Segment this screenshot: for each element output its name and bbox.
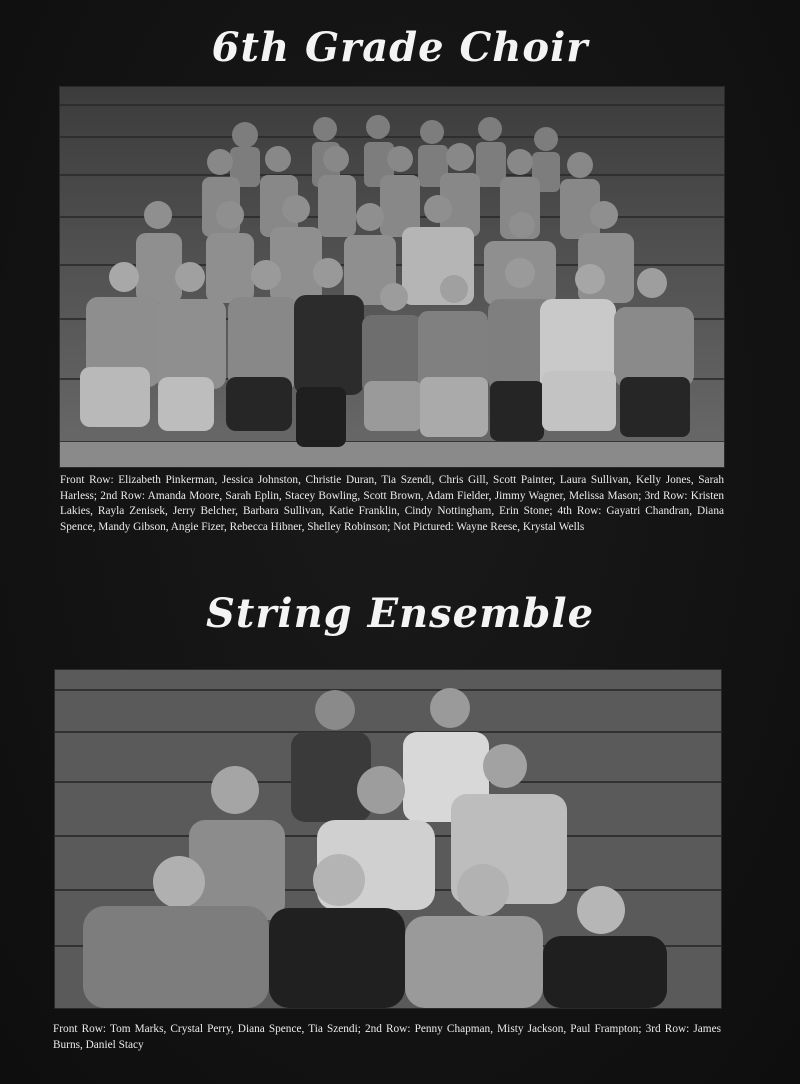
choir-heading: 6th Grade Choir [211,24,589,71]
choir-group-photo [60,87,724,467]
string-ensemble-caption: Front Row: Tom Marks, Crystal Perry, Diana Spence, Tia Szendi; 2nd Row: Penny Chapman, Misty Jackson, Paul Frampton; 3rd Row: James Burns, Daniel Stacy [53,1023,721,1051]
choir-caption: Front Row: Elizabeth Pinkerman, Jessica Johnston, Christie Duran, Tia Szendi, Chris Gill, Scott Painter, Laura Sullivan, Kelly Jones, Sarah Harless; 2nd Row: Amanda Moore, Sarah Eplin, Stacey Bowling, Scott Brown, Adam Fielder, Jimmy Wagner, Melissa Mason; 3rd Row: Kristen Lakies, Rayla Zenisek, Jerry Belcher, Barbara Sullivan, Katie Franklin, Cindy Nottingham, Erin Stone; 4th Row: Gayatri Chandran, Diana Spence, Mandy Gibson, Angie Fizer, Rebecca Hibner, Shelley Robinson; Not Pictured: Wayne Reese, Krystal Wells [60,474,724,533]
string-ensemble-heading: String Ensemble [205,590,595,637]
string-ensemble-group-photo [55,670,721,1008]
